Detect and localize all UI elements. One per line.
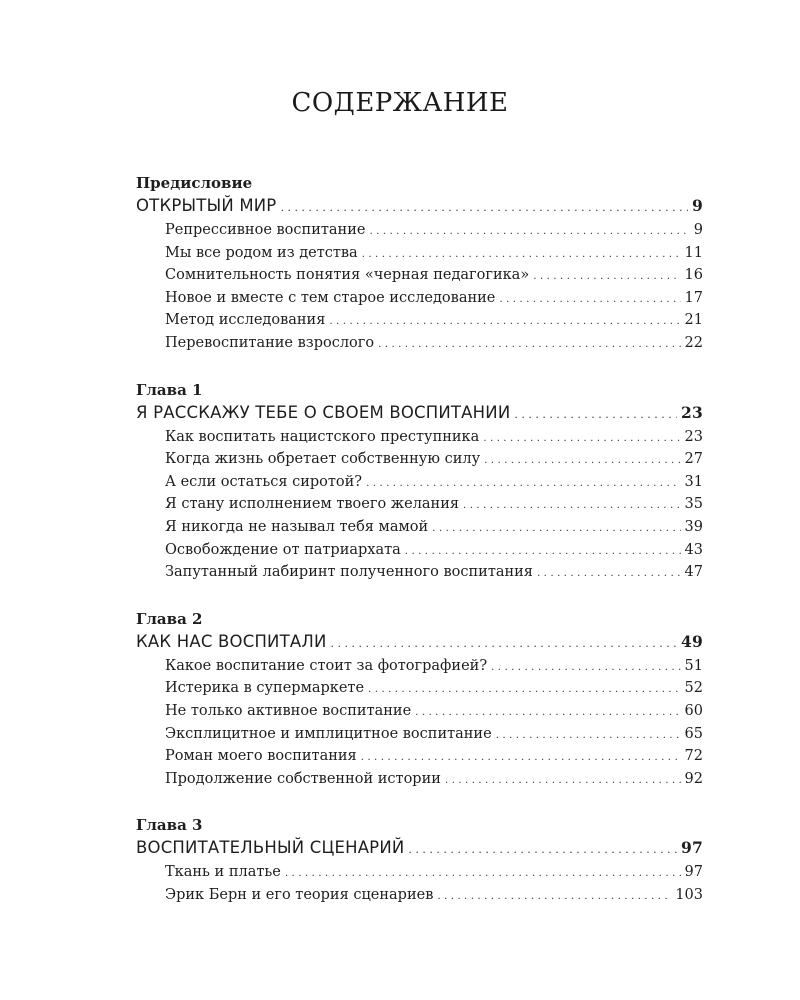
chapter-entry[interactable]: [136, 836, 703, 860]
section-page-number: 51: [684, 657, 703, 674]
dot-leader: [285, 862, 681, 885]
section-title: Новое и вместе с тем старое исследование: [165, 289, 496, 306]
section-entry[interactable]: [165, 426, 703, 449]
chapter-entry[interactable]: [136, 194, 703, 218]
section-entry[interactable]: [165, 287, 703, 310]
section-list: [165, 426, 703, 584]
chapter-entry[interactable]: [136, 630, 703, 654]
chapter-page-number: 23: [681, 402, 703, 422]
part-label: Глава 2: [136, 609, 203, 628]
dot-leader: [432, 517, 680, 540]
dot-leader: [514, 403, 677, 427]
section-title: А если остаться сиротой?: [165, 473, 363, 490]
section-list: [165, 861, 703, 906]
chapter-page-number: 49: [681, 631, 703, 651]
dot-leader: [437, 885, 671, 908]
dot-leader: [368, 678, 681, 701]
section-title: Я никогда не называл тебя мамой: [165, 518, 429, 535]
toc-part-chapter-3: [136, 814, 703, 906]
section-page-number: 72: [684, 748, 703, 765]
chapter-page-number: 97: [681, 838, 703, 858]
section-page-number: 11: [684, 244, 703, 261]
section-entry[interactable]: [165, 677, 703, 700]
dot-leader: [415, 701, 680, 724]
section-title: Репрессивное воспитание: [165, 222, 366, 238]
section-title: Перевоспитание взрослого: [165, 334, 375, 351]
dot-leader: [331, 632, 678, 656]
section-page-number: 22: [684, 334, 703, 351]
section-entry[interactable]: [165, 264, 703, 287]
section-entry[interactable]: [165, 332, 703, 355]
dot-leader: [369, 220, 689, 243]
dot-leader: [405, 540, 681, 563]
section-page-number: 23: [684, 428, 703, 445]
section-title: Запутанный лабиринт полученного воспитания: [165, 564, 533, 581]
section-entry[interactable]: [165, 219, 703, 242]
dot-leader: [463, 494, 681, 517]
chapter-page-number: 9: [692, 196, 703, 215]
section-page-number: 39: [684, 518, 703, 535]
section-list: [165, 655, 703, 791]
part-label: Глава 1: [136, 380, 203, 399]
section-title: Когда жизнь обретает собственную силу: [165, 451, 481, 468]
section-page-number: 52: [684, 680, 703, 697]
section-entry[interactable]: [165, 723, 703, 746]
chapter-title: ОТКРЫТЫЙ МИР: [136, 196, 277, 215]
section-title: Мы все родом из детства: [165, 244, 358, 261]
toc-part-chapter-1: [136, 379, 703, 584]
section-page-number: 31: [684, 473, 703, 490]
dot-leader: [484, 449, 680, 472]
section-page-number: 9: [693, 222, 703, 238]
section-title: Ткань и платье: [165, 864, 281, 881]
section-page-number: 97: [684, 864, 703, 881]
dot-leader: [483, 427, 680, 450]
section-entry[interactable]: [165, 861, 703, 884]
chapter-title: КАК НАС ВОСПИТАЛИ: [136, 631, 327, 651]
section-title: Эрик Берн и его теория сценариев: [165, 886, 434, 903]
section-entry[interactable]: [165, 561, 703, 584]
section-page-number: 35: [684, 496, 703, 513]
dot-leader: [533, 265, 680, 288]
section-title: Продолжение собственной истории: [165, 770, 441, 787]
dot-leader: [496, 724, 681, 747]
section-page-number: 21: [684, 312, 703, 329]
section-title: Истерика в супермаркете: [165, 680, 365, 697]
section-title: Не только активное воспитание: [165, 702, 412, 719]
chapter-title: Я РАССКАЖУ ТЕБЕ О СВОЕМ ВОСПИТАНИИ: [136, 402, 511, 422]
section-page-number: 92: [684, 770, 703, 787]
section-title: Роман моего воспитания: [165, 748, 357, 765]
section-entry[interactable]: [165, 539, 703, 562]
dot-leader: [408, 838, 677, 862]
section-page-number: 60: [684, 702, 703, 719]
section-title: Сомнительность понятия «черная педагогика»: [165, 267, 530, 284]
section-page-number: 16: [684, 267, 703, 284]
section-title: Как воспитать нацистского преступника: [165, 428, 480, 445]
page-title: СОДЕРЖАНИЕ: [291, 88, 509, 118]
part-label: Глава 3: [136, 816, 203, 835]
section-entry[interactable]: [165, 655, 703, 678]
section-page-number: 65: [684, 725, 703, 742]
dot-leader: [491, 656, 680, 679]
section-title: Метод исследования: [165, 312, 326, 329]
section-title: Я стану исполнением твоего желания: [165, 496, 460, 513]
section-page-number: 27: [684, 451, 703, 468]
section-entry[interactable]: [165, 745, 703, 768]
dot-leader: [378, 333, 680, 356]
dot-leader: [499, 288, 680, 311]
section-entry[interactable]: [165, 493, 703, 516]
dot-leader: [329, 310, 680, 333]
part-label: Предисловие: [136, 174, 253, 192]
toc-part-chapter-2: [136, 608, 703, 791]
section-entry[interactable]: [165, 516, 703, 539]
section-entry[interactable]: [165, 471, 703, 494]
toc-part-foreword: [136, 172, 703, 355]
section-title: Какое воспитание стоит за фотографией?: [165, 657, 488, 674]
table-of-contents: [136, 172, 703, 930]
section-title: Освобождение от патриархата: [165, 541, 401, 558]
section-list: [165, 219, 703, 355]
section-page-number: 17: [684, 289, 703, 306]
section-page-number: 47: [684, 564, 703, 581]
dot-leader: [537, 562, 681, 585]
dot-leader: [445, 769, 681, 792]
section-page-number: 103: [675, 886, 703, 903]
section-entry[interactable]: [165, 242, 703, 265]
section-entry[interactable]: [165, 700, 703, 723]
section-page-number: 43: [684, 541, 703, 558]
dot-leader: [280, 196, 688, 220]
section-entry[interactable]: [165, 884, 703, 907]
dot-leader: [366, 472, 680, 495]
chapter-title: ВОСПИТАТЕЛЬНЫЙ СЦЕНАРИЙ: [136, 838, 405, 858]
dot-leader: [361, 746, 681, 769]
dot-leader: [362, 243, 681, 266]
chapter-entry[interactable]: [136, 401, 703, 425]
section-entry[interactable]: [165, 309, 703, 332]
section-entry[interactable]: [165, 448, 703, 471]
section-entry[interactable]: [165, 768, 703, 791]
section-title: Эксплицитное и имплицитное воспитание: [165, 725, 492, 742]
